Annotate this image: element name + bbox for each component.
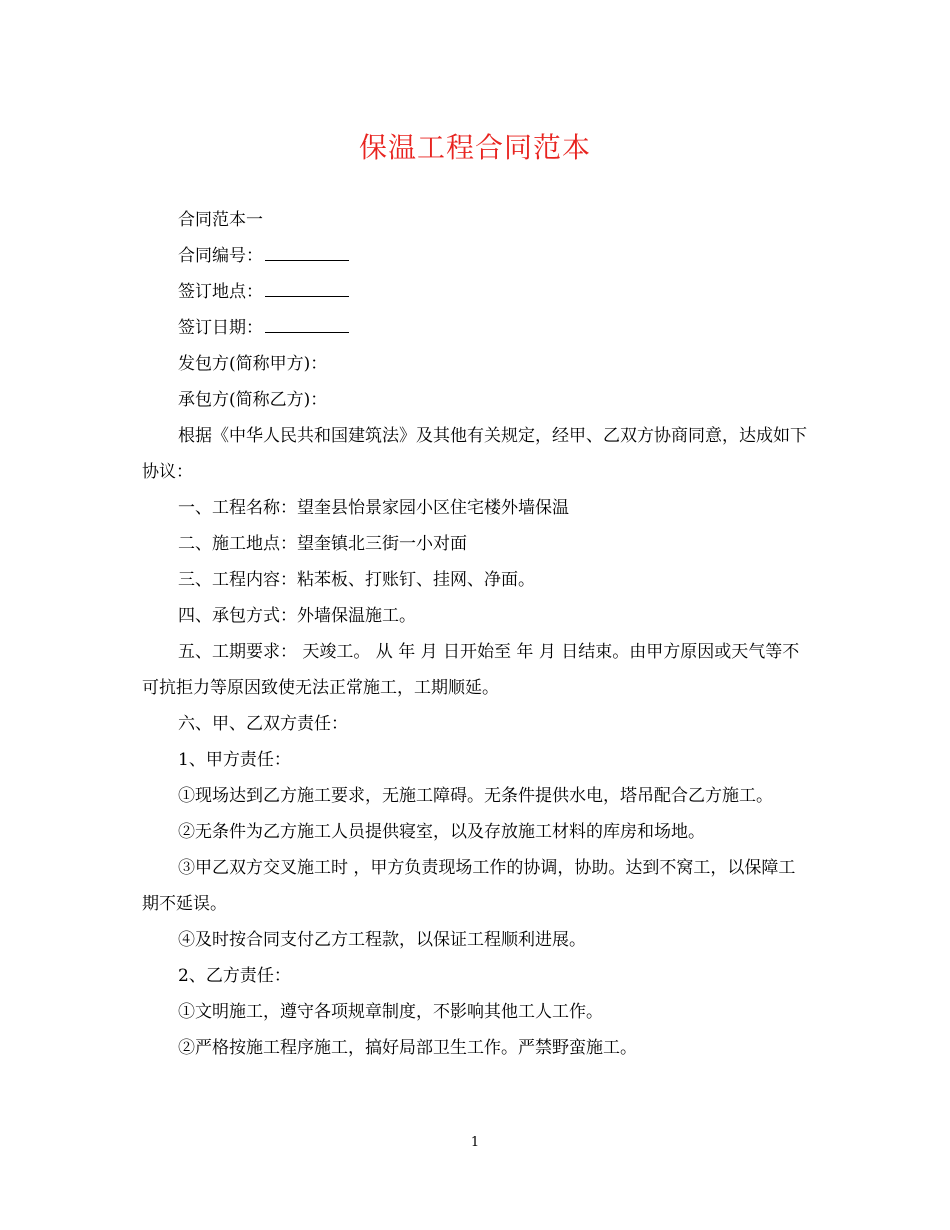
signing-date-label: 签订日期： <box>178 318 263 338</box>
paragraph-party-a-item-2: ②无条件为乙方施工人员提供寝室，以及存放施工材料的库房和场地。 <box>178 822 705 842</box>
contract-number-label: 合同编号： <box>178 246 263 266</box>
paragraph-party-b-item-2: ②严格按施工程序施工，搞好局部卫生工作。严禁野蛮施工。 <box>178 1038 637 1058</box>
paragraph-contract-number <box>142 238 810 274</box>
paragraph-party-b-item-1: ①文明施工，遵守各项规章制度，不影响其他工人工作。 <box>178 1002 603 1022</box>
paragraph-responsibilities-heading: 六、甲、乙双方责任： <box>178 714 348 734</box>
paragraph-party-a-item-3: ③甲乙双方交叉施工时 ，甲方负责现场工作的协调，协助。达到不窝工，以保障工期不延误。 <box>142 858 796 914</box>
signing-place-label: 签订地点： <box>178 282 263 302</box>
paragraph-party-b: 承包方(简称乙方)： <box>178 390 328 410</box>
paragraph-party-a-item-4: ④及时按合同支付乙方工程款，以保证工程顺利进展。 <box>178 930 586 950</box>
paragraph-party-a: 发包方(简称甲方)： <box>178 354 328 374</box>
signing-place-blank <box>265 279 349 297</box>
paragraph-party-b-responsibilities: 2、乙方责任： <box>178 966 291 986</box>
paragraph-construction-site: 二、施工地点：望奎镇北三街一小对面 <box>178 534 467 554</box>
document-title: 保温工程合同范本 <box>358 131 591 164</box>
paragraph-contract-template-one: 合同范本一 <box>178 210 263 230</box>
paragraph-party-a-item-1: ①现场达到乙方施工要求，无施工障碍。无条件提供水电，塔吊配合乙方施工。 <box>178 786 773 806</box>
signing-date-blank <box>265 315 349 333</box>
paragraph-signing-date <box>142 310 810 346</box>
paragraph-project-content: 三、工程内容：粘苯板、打账钉、挂网、净面。 <box>178 570 535 590</box>
page-number: 1 <box>470 1135 480 1150</box>
paragraph-signing-place <box>142 274 810 310</box>
paragraph-contracting-method: 四、承包方式：外墙保温施工。 <box>178 606 416 626</box>
paragraph-preamble: 根据《中华人民共和国建筑法》及其他有关规定，经甲、乙双方协商同意，达成如下协议： <box>142 426 807 482</box>
paragraph-schedule-requirements: 五、工期要求： 天竣工。 从 年 月 日开始至 年 月 日结束。由甲方原因或天气等不可抗拒力等原因致使无法正常施工，工期顺延。 <box>142 642 800 698</box>
contract-number-blank <box>265 243 349 261</box>
paragraph-party-a-responsibilities: 1、甲方责任： <box>178 750 291 770</box>
document-body <box>142 202 810 1066</box>
paragraph-project-name: 一、工程名称：望奎县怡景家园小区住宅楼外墙保温 <box>178 498 569 518</box>
